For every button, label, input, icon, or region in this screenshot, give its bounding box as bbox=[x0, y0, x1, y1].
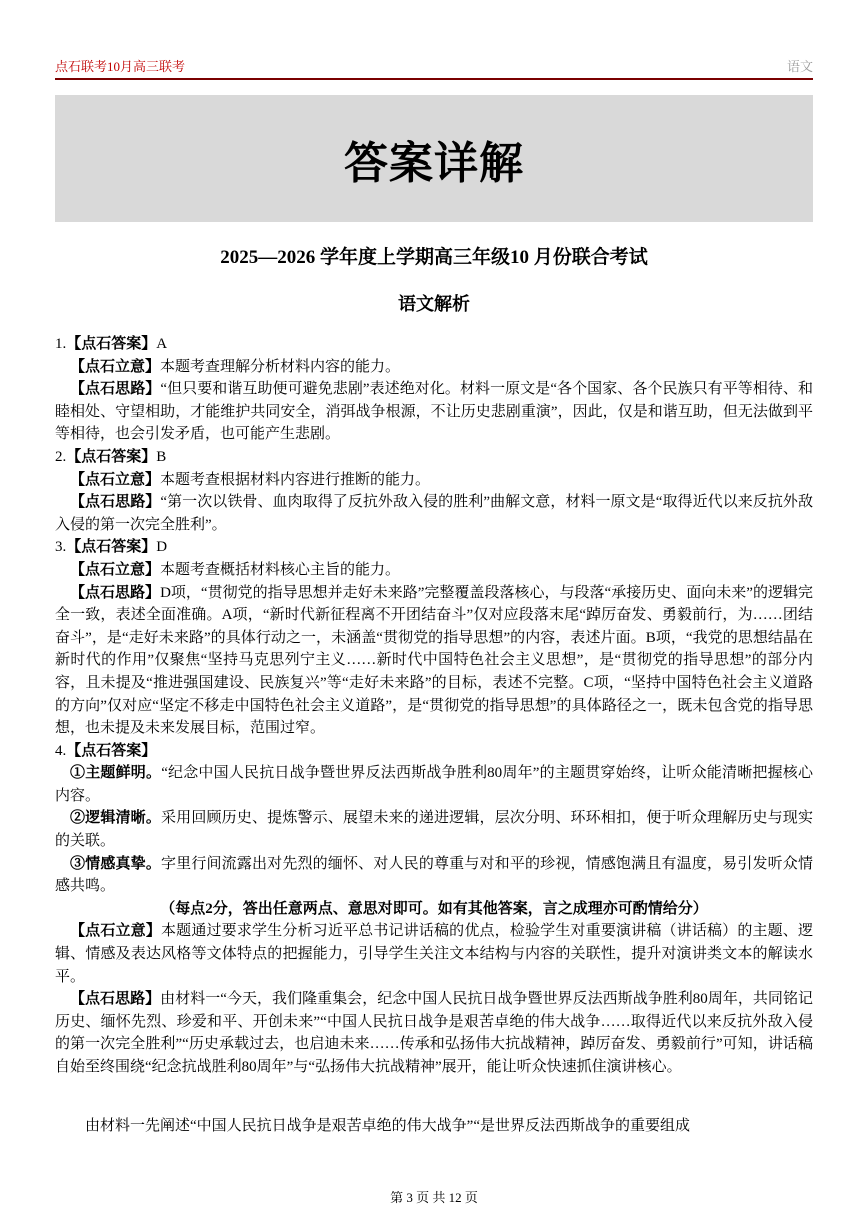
label-text: 【点石答案】 bbox=[66, 539, 157, 556]
label-text: ③情感真挚。 bbox=[70, 855, 161, 872]
label-text: 【点石立意】 bbox=[70, 561, 161, 578]
body-paragraphs bbox=[55, 333, 813, 1137]
body-text: 采用回顾历史、提炼警示、展望未来的递进逻辑，层次分明、环环相扣，便于听众理解历史与现实的关联。 bbox=[55, 810, 813, 850]
body-text: 本题考查根据材料内容进行推断的能力。 bbox=[160, 471, 431, 488]
paragraph bbox=[55, 988, 813, 1078]
label-text: 【点石思路】 bbox=[70, 991, 161, 1008]
label-text: 【点石立意】 bbox=[70, 358, 161, 375]
body-text: B bbox=[156, 448, 167, 465]
paragraph bbox=[55, 582, 813, 740]
body-text: 2. bbox=[55, 448, 67, 465]
paragraph bbox=[55, 333, 813, 356]
paragraph bbox=[55, 920, 813, 988]
body-text: “纪念中国人民抗日战争暨世界反法西斯战争胜利80周年”的主题贯穿始终，让听众能清晰把握核心内容。 bbox=[55, 765, 813, 804]
paragraph bbox=[55, 469, 813, 492]
paragraph bbox=[55, 762, 813, 807]
body-text: D bbox=[156, 539, 168, 556]
label-text: 【点石思路】 bbox=[70, 381, 161, 398]
title-banner bbox=[55, 95, 813, 222]
label-text: 【点石立意】 bbox=[70, 923, 161, 940]
body-text: 1. bbox=[55, 336, 67, 352]
page-number: 第 3 页 共 12 页 bbox=[390, 1190, 478, 1205]
body-text: 字里行间流露出对先烈的缅怀、对人民的尊重与对和平的珍视，情感饱满且有温度，易引发听众情感共鸣。 bbox=[55, 855, 813, 895]
body-text: “但只要和谐互助便可避免悲剧”表述绝对化。材料一原文是“各个国家、各个民族只有平等相待、和睦相处、守望相助，才能维护共同安全，消弭战争根源，不让历史悲剧重演”，因此，仅是和谐互助，但无法做到平等相待，也会引发矛盾，也可能产生悲剧。 bbox=[55, 381, 813, 443]
exam-title: 2025—2026 学年度上学期高三年级10 月份联合考试 bbox=[220, 247, 648, 268]
header-right-text: 语文 bbox=[786, 59, 813, 74]
page-header bbox=[55, 0, 813, 76]
paragraph bbox=[55, 536, 813, 559]
paragraph bbox=[55, 378, 813, 446]
label-text: 【点石答案】 bbox=[66, 336, 157, 352]
paragraph bbox=[55, 853, 813, 898]
label-text: 【点石思路】 bbox=[70, 494, 161, 511]
page-footer bbox=[0, 1187, 868, 1206]
label-text: ①主题鲜明。 bbox=[70, 765, 162, 782]
paragraph bbox=[55, 1115, 813, 1138]
body-text: 本题考查概括材料核心主旨的能力。 bbox=[160, 561, 401, 578]
body-text: 3. bbox=[55, 539, 67, 556]
banner-title: 答案详解 bbox=[344, 138, 524, 188]
body-text: “第一次以铁骨、血肉取得了反抗外敌入侵的胜利”曲解文意，材料一原文是“取得近代以来反抗外敌入侵的第一次完全胜利”。 bbox=[55, 494, 813, 533]
label-text: 【点石答案】 bbox=[66, 742, 157, 759]
header-rule bbox=[55, 78, 813, 80]
paragraph bbox=[55, 491, 813, 536]
paragraph bbox=[55, 807, 813, 852]
label-text: 【点石立意】 bbox=[70, 471, 161, 488]
header-left-text: 点石联考10月高三联考 bbox=[55, 59, 186, 74]
body-text: 本题考查理解分析材料内容的能力。 bbox=[160, 358, 401, 375]
paragraph bbox=[55, 446, 813, 469]
body-text: 本题通过要求学生分析习近平总书记讲话稿的优点，检验学生对重要演讲稿（讲话稿）的主题、逻辑、情感及表达风格等文体特点的把握能力，引导学生关注文本结构与内容的关联性，提升对演讲类文本的解读水平。 bbox=[55, 923, 813, 985]
section-title: 语文解析 bbox=[398, 294, 470, 314]
label-text: ②逻辑清晰。 bbox=[70, 810, 161, 827]
paragraph bbox=[55, 356, 813, 379]
body-text: A bbox=[156, 336, 168, 352]
label-text: 【点石思路】 bbox=[70, 584, 161, 601]
paragraph bbox=[55, 898, 813, 921]
paragraph bbox=[55, 559, 813, 582]
body-text: 由材料一先阐述“中国人民抗日战争是艰苦卓绝的伟大战争”“是世界反法西斯战争的重要组成 bbox=[85, 1117, 690, 1134]
body-text: 4. bbox=[55, 742, 67, 759]
label-text: 【点石答案】 bbox=[66, 448, 157, 465]
label-text: （每点2分，答出任意两点、意思对即可。如有其他答案，言之成理亦可酌情给分） bbox=[160, 900, 708, 917]
body-text: D项，“贯彻党的指导思想并走好未来路”完整覆盖段落核心，与段落“承接历史、面向未来”的逻辑完全一致，表述全面准确。A项，“新时代新征程离不开团结奋斗”仅对应段落末尾“踔厉奋发、勇毅前行，为……团结奋斗”，是“走好未来路”的具体行动之一，未涵盖“贯彻党的指导思想”的内容，表述片面。B项，“我党的思想结晶在新时代的作用”仅聚焦“坚持马克思列宁主义……新时代中国特色社会主义思想”，是“贯彻党的指导思想”的部分内容，且未提及“推进强国建设、民族复兴”等“走好未来路”的目标，表述不完整。C项，“坚持中国特色社会主义道路的方向”仅对应“坚定不移走中国特色社会主义道路”，是“贯彻党的指导思想”的具体路径之一，既未包含党的指导思想，也未提及未来发展目标，范围过窄。 bbox=[55, 584, 813, 737]
body-text: 由材料一“今天，我们隆重集会，纪念中国人民抗日战争暨世界反法西斯战争胜利80周年，共同铭记历史、缅怀先烈、珍爱和平、开创未来”“中国人民抗日战争是艰苦卓绝的伟大战争……取得近代以来反抗外敌入侵的第一次完全胜利”“历史承载过去，也启迪未来……传承和弘扬伟大抗战精神，踔厉奋发、勇毅前行”可知，讲话稿自始至终围绕“纪念抗战胜利80周年”与“弘扬伟大抗战精神”展开，能让听众快速抓住演讲核心。 bbox=[55, 991, 813, 1075]
paragraph bbox=[55, 740, 813, 763]
